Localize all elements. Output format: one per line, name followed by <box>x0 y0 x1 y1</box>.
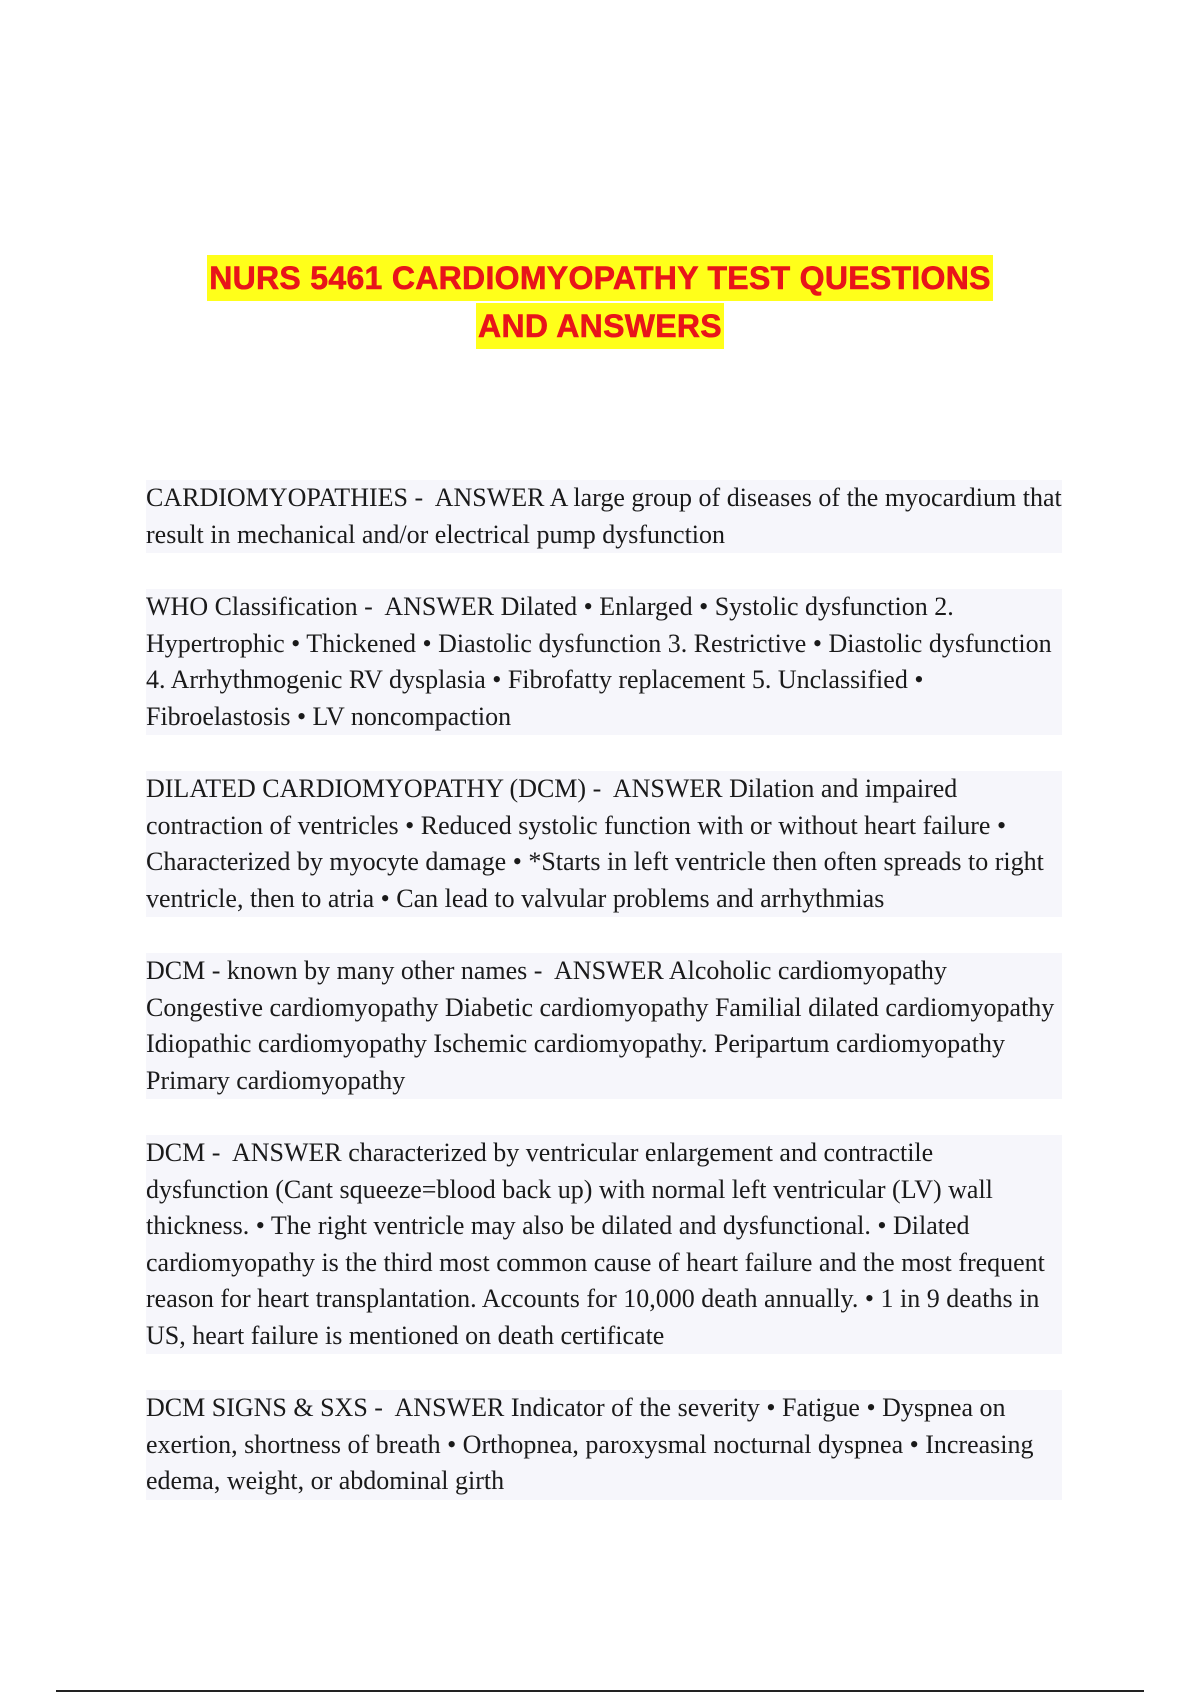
document-title <box>0 255 1200 349</box>
title-line-1: NURS 5461 CARDIOMYOPATHY TEST QUESTIONS <box>207 255 993 301</box>
question-text: CARDIOMYOPATHIES <box>146 483 408 512</box>
qa-item: DCM - known by many other names - ANSWER Alcoholic cardiomyopathy Congestive cardiomyopathy Diabetic cardiomyopathy Familial dilated cardiomyopathy Idiopathic cardiomyopathy Ischemic cardiomyopathy. Peripartum cardiomyopathy Primary cardiomyopathy <box>146 953 1062 1099</box>
answer-text: Dilation and impaired contraction of ventricles • Reduced systolic function with or without heart failure • Characterized by myocyte damage • *Starts in left ventricle then often spreads to right ventricle, then to atria • Can lead to valvular problems and arrhythmias <box>146 774 1044 913</box>
answer-text: Indicator of the severity • Fatigue • Dyspnea on exertion, shortness of breath • Orthopnea, paroxysmal nocturnal dyspnea • Increasing edema, weight, or abdominal girth <box>146 1393 1034 1495</box>
answer-marker: ANSWER <box>554 956 664 985</box>
answer-marker: ANSWER <box>231 1138 342 1167</box>
answer-marker: ANSWER <box>384 592 495 621</box>
answer-marker: ANSWER <box>394 1393 505 1422</box>
answer-text: Alcoholic cardiomyopathy Congestive cardiomyopathy Diabetic cardiomyopathy Familial dilated cardiomyopathy Idiopathic cardiomyopathy Ischemic cardiomyopathy. Peripartum cardiomyopathy Primary cardiomyopathy <box>146 956 1055 1095</box>
page-bottom-rule <box>56 1690 1144 1692</box>
question-text: DCM SIGNS & SXS <box>146 1393 368 1422</box>
qa-item: DCM SIGNS & SXS - ANSWER Indicator of the severity • Fatigue • Dyspnea on exertion, shortness of breath • Orthopnea, paroxysmal nocturnal dyspnea • Increasing edema, weight, or abdominal girth <box>146 1390 1062 1500</box>
qa-item: DCM - ANSWER characterized by ventricular enlargement and contractile dysfunction (Cant squeeze=blood back up) with normal left ventricular (LV) wall thickness. • The right ventricle may also be dilated and dysfunctional. • Dilated cardiomyopathy is the third most common cause of heart failure and the most frequent reason for heart transplantation. Accounts for 10,000 death annually. • 1 in 9 deaths in US, heart failure is mentioned on death certificate <box>146 1135 1062 1354</box>
answer-text: Dilated • Enlarged • Systolic dysfunction 2. Hypertrophic • Thickened • Diastolic dysfunction 3. Restrictive • Diastolic dysfunction 4. Arrhythmogenic RV dysplasia • Fibrofatty replacement 5. Unclassified • Fibroelastosis • LV noncompaction <box>146 592 1052 731</box>
title-line-2: AND ANSWERS <box>476 303 724 349</box>
qa-item: DILATED CARDIOMYOPATHY (DCM) - ANSWER Dilation and impaired contraction of ventricles • Reduced systolic function with or without heart failure • Characterized by myocyte damage • *Starts in left ventricle then often spreads to right ventricle, then to atria • Can lead to valvular problems and arrhythmias <box>146 771 1062 917</box>
question-text: WHO Classification <box>146 592 358 621</box>
qa-item: CARDIOMYOPATHIES - ANSWER A large group of diseases of the myocardium that result in mechanical and/or electrical pump dysfunction <box>146 480 1062 553</box>
question-text: DILATED CARDIOMYOPATHY (DCM) <box>146 774 587 803</box>
answer-marker: ANSWER <box>612 774 723 803</box>
qa-item: WHO Classification - ANSWER Dilated • Enlarged • Systolic dysfunction 2. Hypertrophic • Thickened • Diastolic dysfunction 3. Restrictive • Diastolic dysfunction 4. Arrhythmogenic RV dysplasia • Fibrofatty replacement 5. Unclassified • Fibroelastosis • LV noncompaction <box>146 589 1062 735</box>
answer-text: characterized by ventricular enlargement and contractile dysfunction (Cant squeeze=blood back up) with normal left ventricular (LV) wall thickness. • The right ventricle may also be dilated and dysfunctional. • Dilated cardiomyopathy is the third most common cause of heart failure and the most frequent reason for heart transplantation. Accounts for 10,000 death annually. • 1 in 9 deaths in US, heart failure is mentioned on death certificate <box>146 1138 1045 1350</box>
question-text: DCM <box>146 1138 206 1167</box>
question-text: DCM - known by many other names <box>146 956 528 985</box>
answer-marker: ANSWER <box>434 483 545 512</box>
answer-text: A large group of diseases of the myocardium that result in mechanical and/or electrical pump dysfunction <box>146 483 1062 549</box>
qa-list <box>146 480 1062 1536</box>
